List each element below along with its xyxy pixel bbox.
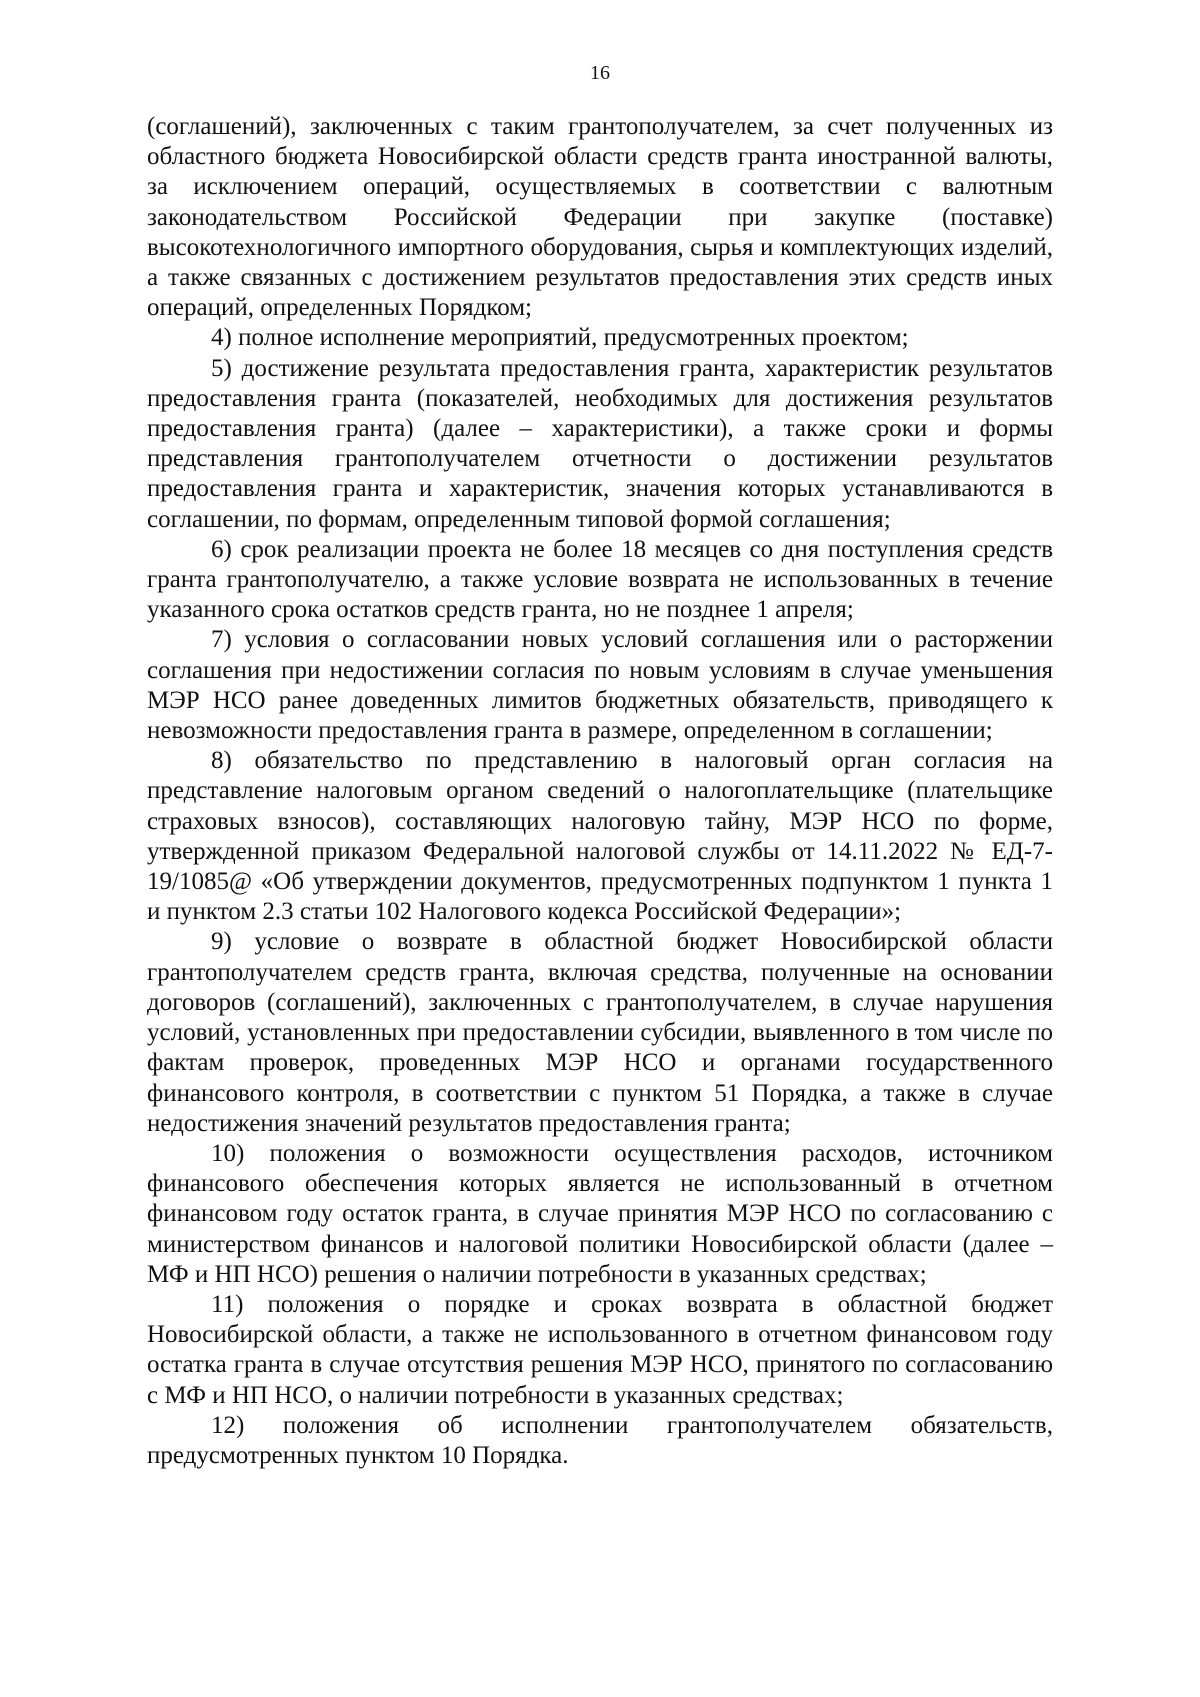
paragraph-item-5: 5) достижение результата предоставления гранта, характеристик результатов предоставления гранта (показателей, необходимых для достижения результатов предоставления гранта) (далее – характеристики), а также сроки и формы представления грантополучателем отчетности о достижении результатов предоставления гранта и характеристик, значения которых устанавливаются в соглашении, по формам, определенным типовой формой соглашения;: [147, 354, 1053, 533]
page-number: 16: [590, 62, 610, 84]
document-body: [147, 112, 1053, 1471]
paragraph-item-4: 4) полное исполнение мероприятий, предусмотренных проектом;: [211, 324, 909, 352]
paragraph-item-7: 7) условия о согласовании новых условий соглашения или о расторжении соглашения при недостижении согласия по новым условиям в случае уменьшения МЭР НСО ранее доведенных лимитов бюджетных обязательств, приводящего к невозможности предоставления гранта в размере, определенном в соглашении;: [147, 626, 1053, 745]
paragraph-item-9: 9) условие о возврате в областной бюджет Новосибирской области грантополучателем средств гранта, включая средства, полученные на основании договоров (соглашений), заключенных с грантополучателем, в случае нарушения условий, установленных при предоставлении субсидии, выявленного в том числе по фактам проверок, проведенных МЭР НСО и органами государственного финансового контроля, в соответствии с пунктом 51 Порядка, а также в случае недостижения значений результатов предоставления гранта;: [147, 928, 1053, 1137]
paragraph-item-10: 10) положения о возможности осуществления расходов, источником финансового обеспечения которых является не использованный в отчетном финансовом году остаток гранта, в случае принятия МЭР НСО по согласованию с министерством финансов и налоговой политики Новосибирской области (далее – МФ и НП НСО) решения о наличии потребности в указанных средствах;: [147, 1139, 1053, 1288]
paragraph-continuation: (соглашений), заключенных с таким грантополучателем, за счет полученных из областного бюджета Новосибирской области средств гранта иностранной валюты, за исключением операций, осуществляемых в соответствии с валютным законодательством Российской Федерации при закупке (поставке) высокотехнологичного импортного оборудования, сырья и комплектующих изделий, а также связанных с достижением результатов предоставления этих средств иных операций, определенных Порядком;: [147, 113, 1053, 322]
paragraph-item-8: 8) обязательство по представлению в налоговый орган согласия на представление налоговым органом сведений о налогоплательщике (плательщике страховых взносов), составляющих налоговую тайну, МЭР НСО по форме, утвержденной приказом Федеральной налоговой службы от 14.11.2022 № ЕД-7-19/1085@ «Об утверждении документов, предусмотренных подпунктом 1 пункта 1 и пунктом 2.3 статьи 102 Налогового кодекса Российской Федерации»;: [147, 747, 1053, 926]
paragraph-item-12: 12) положения об исполнении грантополучателем обязательств, предусмотренных пунктом 10 Порядка.: [147, 1411, 1053, 1469]
paragraph-item-6: 6) срок реализации проекта не более 18 месяцев со дня поступления средств гранта грантополучателю, а также условие возврата не использованных в течение указанного срока остатков средств гранта, но не позднее 1 апреля;: [147, 535, 1053, 624]
paragraph-item-11: 11) положения о порядке и сроках возврата в областной бюджет Новосибирской области, а также не использованного в отчетном финансовом году остатка гранта в случае отсутствия решения МЭР НСО, принятого по согласованию с МФ и НП НСО, о наличии потребности в указанных средствах;: [147, 1290, 1053, 1409]
